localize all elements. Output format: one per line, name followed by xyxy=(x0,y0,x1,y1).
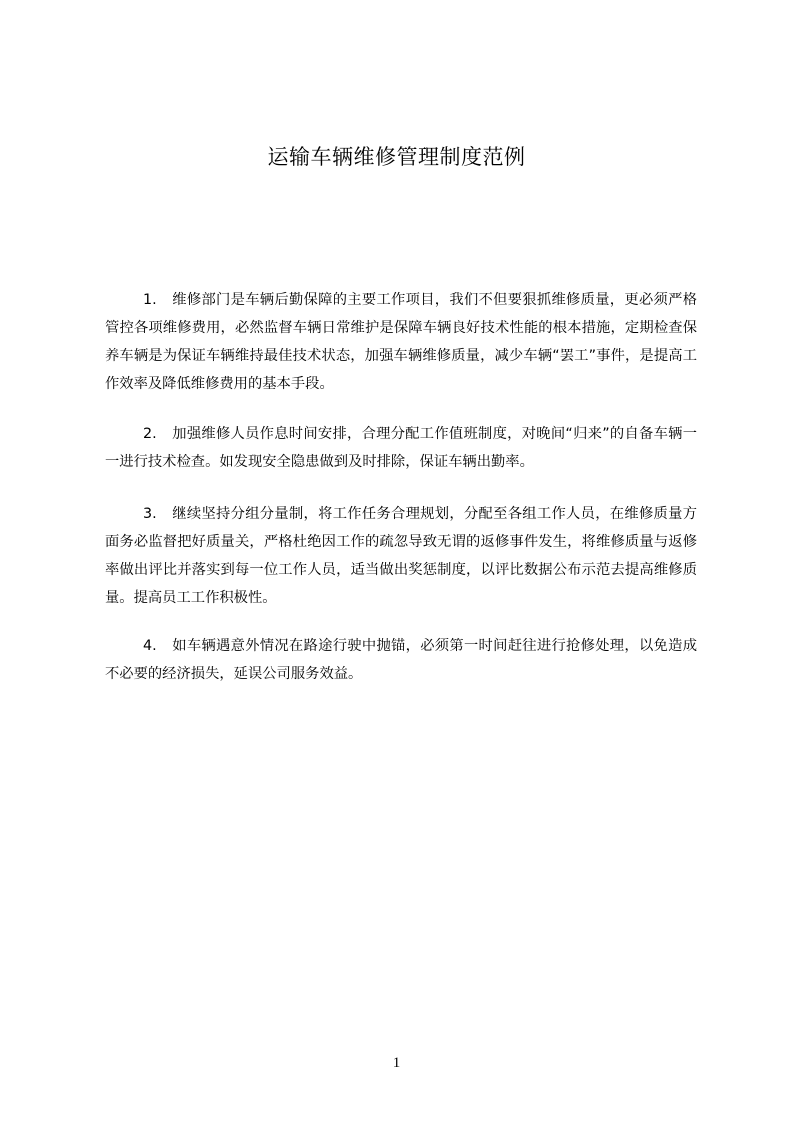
paragraph-2-text: 加强维修人员作息时间安排，合理分配工作值班制度，对晚间“归来”的自备车辆一一进行技术检查。如发现安全隐患做到及时排除，保证车辆出勤率。 xyxy=(105,426,697,470)
paragraph-3 xyxy=(105,500,697,612)
paragraph-2-number: 2. xyxy=(143,426,157,442)
paragraph-1-number: 1. xyxy=(143,292,157,308)
document-title: 运输车辆维修管理制度范例 xyxy=(267,145,526,169)
paragraph-3-number: 3. xyxy=(143,506,157,522)
paragraph-4-text: 如车辆遇意外情况在路途行驶中抛锚，必须第一时间赶往进行抢修处理，以免造成不必要的经济损失，延误公司服务效益。 xyxy=(105,638,697,682)
paragraph-1-text: 维修部门是车辆后勤保障的主要工作项目，我们不但要狠抓维修质量，更必须严格管控各项维修费用，必然监督车辆日常维护是保障车辆良好技术性能的根本措施，定期检查保养车辆是为保证车辆维持最佳技术状态，加强车辆维修质量，减少车辆“罢工”事件，是提高工作效率及降低维修费用的基本手段。 xyxy=(105,292,697,392)
paragraph-1 xyxy=(105,286,697,398)
paragraph-4 xyxy=(105,632,697,688)
paragraph-2 xyxy=(105,420,697,476)
paragraph-4-number: 4. xyxy=(143,638,157,654)
page-number: 1 xyxy=(392,1055,401,1071)
paragraph-3-text: 继续坚持分组分量制，将工作任务合理规划，分配至各组工作人员，在维修质量方面务必监督把好质量关，严格杜绝因工作的疏忽导致无谓的返修事件发生，将维修质量与返修率做出评比并落实到每一位工作人员，适当做出奖惩制度，以评比数据公布示范去提高维修质量。提高员工工作积极性。 xyxy=(105,506,697,606)
